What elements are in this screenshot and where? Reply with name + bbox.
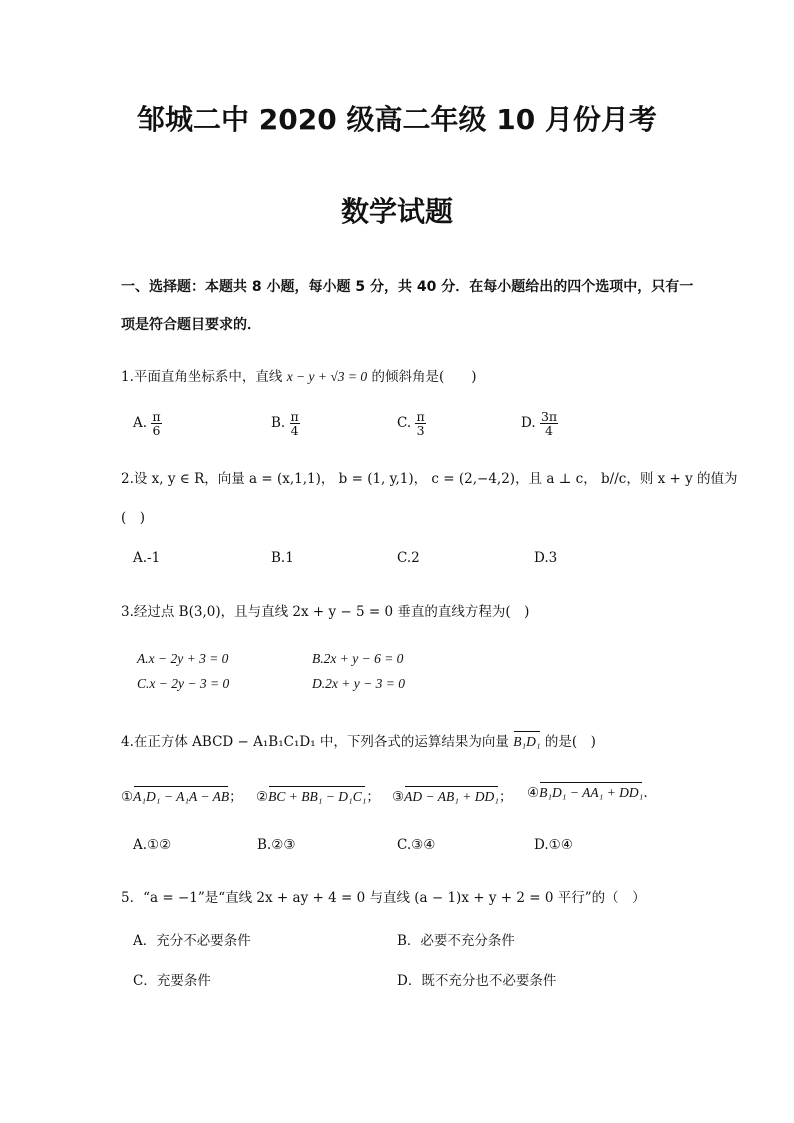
question-1-option-b [271, 410, 300, 437]
question-5-option-a: A．充分不必要条件 [133, 933, 251, 949]
question-4-expression-2 [256, 785, 380, 805]
fraction-denominator: 4 [545, 423, 553, 439]
circled-number: ② [256, 789, 269, 805]
option-fraction [290, 410, 300, 437]
question-4-option-d: D.①④ [534, 837, 573, 853]
question-4-option-b: B.②③ [257, 837, 296, 853]
question-3-option-d: D.2x + y − 3 = 0 [312, 676, 405, 691]
question-3-option-b: B.2x + y − 6 = 0 [312, 651, 404, 666]
fraction-denominator: 6 [152, 423, 161, 439]
circled-number: ① [121, 789, 134, 805]
question-4-option-c: C.③④ [397, 837, 436, 853]
fraction-numerator: 3π [540, 409, 558, 424]
separator: ； [498, 789, 513, 805]
option-label: C. [397, 415, 412, 432]
question-2-stem-line2: ( ) [121, 510, 146, 526]
question-1-equation: x − y + √3 = 0 [286, 369, 368, 384]
question-4-expression-3 [392, 785, 512, 805]
vector-expression: A₁D₁ − A₁A − AB [133, 789, 230, 804]
section-heading-line1: 一、选择题：本题共 8 小题，每小题 5 分，共 40 分．在每小题给出的四个选项中，只有一 [121, 279, 694, 295]
question-3-option-c: C.x − 2y − 3 = 0 [137, 676, 230, 691]
question-2-option-d: D.3 [534, 550, 558, 566]
question-2-stem-line1: 2.设 x, y ∈ R，向量 a = (x,1,1)， b = (1, y,1)， c = (2,−4,2)，且 a ⊥ c， b//c，则 x + y 的值为 [121, 471, 738, 487]
question-4-stem-suffix: 的是( ) [544, 734, 596, 750]
question-3-option-a: A.x − 2y + 3 = 0 [137, 651, 229, 666]
question-4-expression-1 [121, 785, 243, 805]
fraction-denominator: 3 [416, 423, 425, 439]
question-3-stem: 3.经过点 B(3,0)，且与直线 2x + y − 5 = 0 垂直的直线方程为( ) [121, 604, 530, 620]
separator: ； [229, 789, 243, 805]
question-1-option-d [521, 410, 558, 437]
fraction-numerator: π [290, 409, 299, 424]
fraction-numerator: π [152, 409, 161, 424]
question-5-option-b: B．必要不充分条件 [397, 933, 515, 949]
vector-expression: B₁D₁ − AA₁ + DD₁ [539, 785, 644, 800]
question-1-option-a [133, 410, 162, 437]
question-1-stem-prefix: 1.平面直角坐标系中，直线 [121, 369, 283, 385]
option-label: A. [133, 415, 148, 432]
separator: . [643, 785, 648, 801]
circled-number: ④ [527, 785, 540, 801]
option-label: B. [271, 415, 286, 432]
question-5-option-d: D．既不充分也不必要条件 [397, 973, 557, 989]
separator: ； [366, 789, 380, 805]
question-4-stem [121, 730, 596, 750]
fraction-numerator: π [416, 409, 425, 424]
question-5-option-c: C．充要条件 [133, 973, 211, 989]
question-1-stem-suffix: 的倾斜角是( ) [371, 369, 477, 385]
vector-expression: AD − AB₁ + DD₁ [404, 789, 499, 804]
question-4-option-a: A.①② [133, 837, 172, 853]
question-5-stem: 5．“a = −1”是“直线 2x + ay + 4 = 0 与直线 (a − 1)x + y + 2 = 0 平行”的（ ） [121, 890, 646, 906]
fraction-denominator: 4 [290, 423, 299, 439]
question-2-option-a: A.-1 [133, 550, 161, 566]
question-2-option-c: C.2 [397, 550, 420, 566]
question-1-stem [121, 365, 477, 385]
vector-expression: BC + BB₁ − D₁C₁ [268, 789, 367, 804]
question-4-expression-4 [527, 785, 648, 801]
section-heading-line2: 项是符合题目要求的． [121, 317, 261, 333]
question-1-option-c [397, 410, 426, 437]
option-fraction [540, 410, 558, 437]
exam-subtitle: 数学试题 [340, 195, 453, 228]
option-fraction [415, 410, 425, 437]
question-2-option-b: B.1 [271, 550, 294, 566]
exam-title: 邹城二中 2020 级高二年级 10 月份月考 [137, 103, 657, 136]
question-4-stem-prefix: 4.在正方体 ABCD − A₁B₁C₁D₁ 中，下列各式的运算结果为向量 [121, 734, 509, 750]
circled-number: ③ [392, 789, 405, 805]
question-4-target-vector: B₁D₁ [513, 734, 541, 749]
option-label: D. [521, 415, 536, 432]
option-fraction [151, 410, 161, 437]
